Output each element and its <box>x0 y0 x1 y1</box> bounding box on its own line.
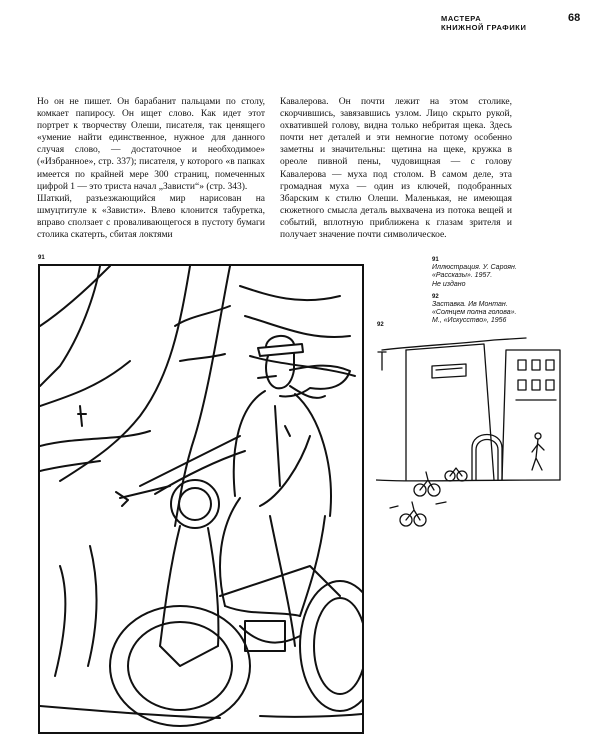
caption-92-line1: Заставка. Ив Монтан. <box>432 301 508 309</box>
paragraph: Шаткий, разъезжающийся мир нарисован на шмуцтитуле к «Зависти». Влево клонится табуретка, вправо сползает с проваливающегося в пустоту бумаги столика скатерть, сбитая локтями <box>37 193 265 241</box>
caption-91-line2: «Рассказы». 1957. <box>432 272 493 280</box>
illustration-motorcyclist <box>38 264 364 734</box>
illustration-street-vignette <box>376 330 562 536</box>
caption-92-number: 92 <box>432 293 439 300</box>
page-number: 68 <box>568 12 581 24</box>
figure-92-number: 92 <box>377 322 384 328</box>
caption-91 <box>432 256 567 289</box>
figure-captions <box>432 256 567 330</box>
caption-92 <box>432 293 567 326</box>
text-column-right <box>280 96 512 241</box>
caption-91-line3: Не издано <box>432 280 466 288</box>
street-vignette-drawing <box>376 330 562 536</box>
caption-91-line1: Иллюстрация. У. Сароян. <box>432 264 517 272</box>
caption-91-number: 91 <box>432 257 439 263</box>
section-title-line2: КНИЖНОЙ ГРАФИКИ <box>441 23 527 32</box>
section-title-line1: МАСТЕРА <box>441 14 482 23</box>
paragraph: Но он не пишет. Он барабанит пальцами по столу, комкает папиросу. Он ищет слово. Как идет этот портрет к творчеству Олеши, писателя, так ценящего «умение найти единственное, нужное для данного случая слово, — достаточное и необходимое» («Избранное», стр. 337); писателя, у которого «в папках имеется по крайней мере 300 страниц, помеченных цифрой 1 — это триста начал „Зависти“» (стр. 343). <box>37 97 265 192</box>
text-column-left <box>37 96 265 241</box>
caption-92-line3: М., «Искусство», 1956 <box>432 317 507 325</box>
running-header <box>441 14 561 32</box>
paragraph: Кавалерова. Он почти лежит на этом столике, скорчившись, завязавшись узлом. Лицо скрыто рукой, охватившей голову, видна только небритая щека. Здесь почти нет деталей и эти немногие потому особенно заметны и значительны: щетина на щеке, кружка в ореоле пивной пены, чудовищная — с голову Кавалерова — муха под столом. В самом деле, эта громадная муха — один из ключей, подобранных Збарским к стилю Олеши. Маленькая, не имеющая сюжетного смысла деталь выхвачена из потока вещей и событий, вплотную приближена к глазам зрителя и получает значение почти символическое. <box>280 97 512 241</box>
motorcyclist-drawing <box>40 266 362 732</box>
figure-91-number: 91 <box>38 255 45 261</box>
caption-92-line2: «Солнцем полна голова». <box>432 309 517 317</box>
